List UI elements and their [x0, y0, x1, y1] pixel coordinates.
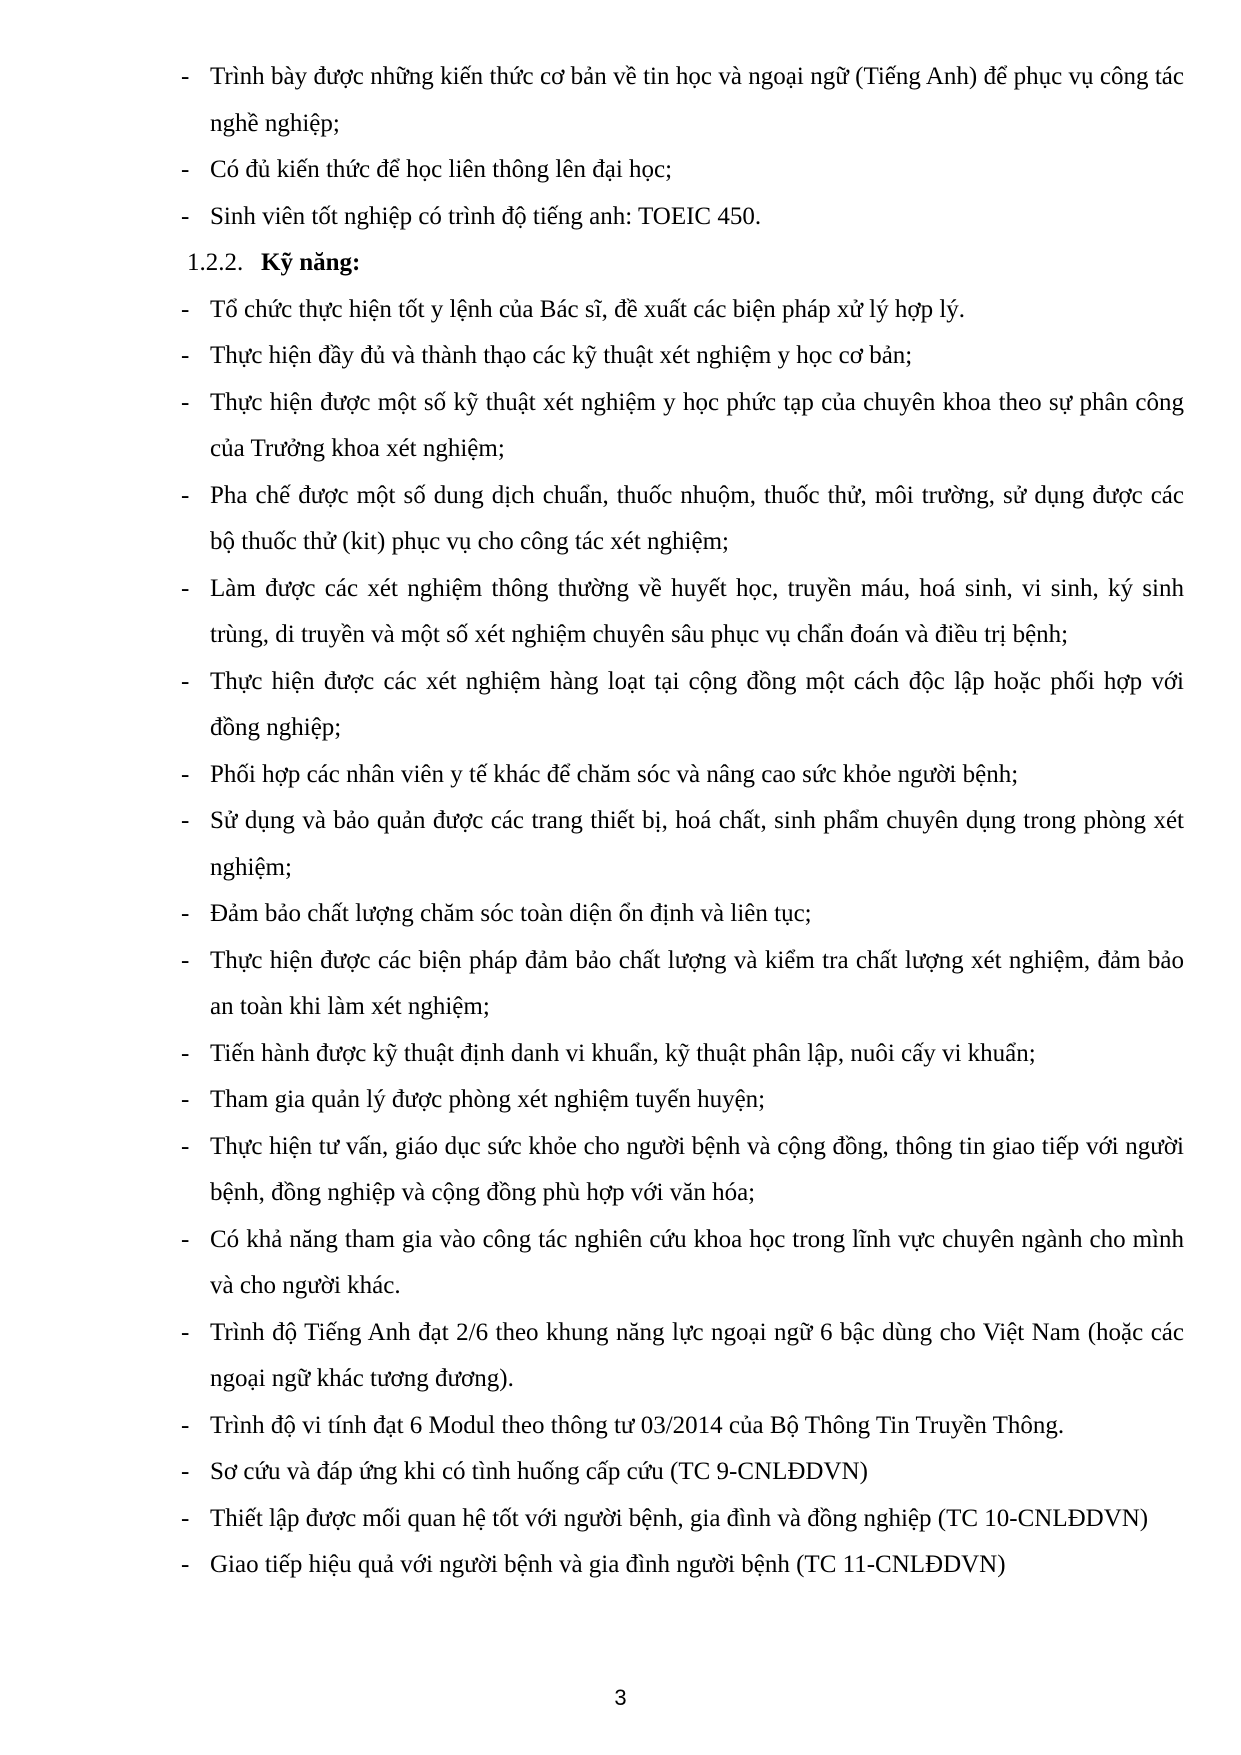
list-item-text: Thiết lập được mối quan hệ tốt với người bệnh, gia đình và đồng nghiệp (TC 10-CNLĐDVN): [210, 1504, 1149, 1532]
list-item: [181, 194, 1184, 241]
list-item: [181, 287, 1184, 334]
list-marker: -: [181, 807, 190, 834]
list-marker: -: [181, 63, 190, 90]
list-marker: -: [181, 1086, 190, 1113]
list-item-text: Phối hợp các nhân viên y tế khác để chăm sóc và nâng cao sức khỏe người bệnh;: [210, 760, 1019, 788]
list-item: [181, 1124, 1184, 1217]
list-item: [181, 1310, 1184, 1403]
list-marker: -: [181, 295, 190, 323]
list-marker: -: [181, 1551, 190, 1578]
list-marker: -: [181, 900, 190, 927]
list-item: [181, 1031, 1184, 1078]
list-marker: -: [181, 156, 190, 183]
list-item-text: Sinh viên tốt nghiệp có trình độ tiếng anh: TOEIC 450.: [210, 202, 762, 230]
list-marker: -: [181, 1318, 190, 1346]
section-heading: [181, 240, 1184, 287]
list-item-text: Sơ cứu và đáp ứng khi có tình huống cấp cứu (TC 9-CNLĐDVN): [210, 1458, 868, 1485]
list-item: [181, 891, 1184, 938]
list-item: [181, 1403, 1184, 1450]
list-marker: -: [181, 946, 190, 974]
list-item-text: Tham gia quản lý được phòng xét nghiệm tuyến huyện;: [210, 1086, 766, 1113]
list-marker: -: [181, 1039, 190, 1067]
section-number: 1.2.2.: [187, 249, 244, 276]
list-item-text: Tiến hành được kỹ thuật định danh vi khuẩn, kỹ thuật phân lập, nuôi cấy vi khuẩn;: [210, 1039, 1036, 1067]
list-item-text: Sử dụng và bảo quản được các trang thiết bị, hoá chất, sinh phẩm chuyên dụng trong phòng xét nghiệm;: [210, 807, 1184, 881]
list-marker: -: [181, 1225, 190, 1253]
list-item-text: Thực hiện tư vấn, giáo dục sức khỏe cho người bệnh và cộng đồng, thông tin giao tiếp với người bệnh, đồng nghiệp và cộng đồng phù hợp với văn hóa;: [210, 1132, 1184, 1206]
list-item: [181, 333, 1184, 380]
list-item: [181, 938, 1184, 1031]
list-item-text: Thực hiện được các xét nghiệm hàng loạt tại cộng đồng một cách độc lập hoặc phối hợp với đồng nghiệp;: [210, 667, 1184, 741]
list-item-text: Trình độ vi tính đạt 6 Modul theo thông tư 03/2014 của Bộ Thông Tin Truyền Thông.: [210, 1411, 1065, 1439]
list-item: [181, 566, 1184, 659]
list-item: [181, 1449, 1184, 1496]
list-item: [181, 752, 1184, 799]
list-item-text: Thực hiện được một số kỹ thuật xét nghiệm y học phức tạp của chuyên khoa theo sự phân công của Trưởng khoa xét nghiệm;: [210, 388, 1184, 462]
list-marker: -: [181, 481, 190, 509]
list-item: [181, 1496, 1184, 1543]
list-item-text: Giao tiếp hiệu quả với người bệnh và gia đình người bệnh (TC 11-CNLĐDVN): [210, 1551, 1006, 1578]
list-item-text: Trình bày được những kiến thức cơ bản về tin học và ngoại ngữ (Tiếng Anh) để phục vụ công tác nghề nghiệp;: [210, 63, 1184, 137]
list-item-text: Trình độ Tiếng Anh đạt 2/6 theo khung năng lực ngoại ngữ 6 bậc dùng cho Việt Nam (hoặc các ngoại ngữ khác tương đương).: [210, 1318, 1184, 1392]
list-item-text: Đảm bảo chất lượng chăm sóc toàn diện ổn định và liên tục;: [210, 900, 812, 927]
list-item-text: Có đủ kiến thức để học liên thông lên đại học;: [210, 156, 673, 183]
list-marker: -: [181, 667, 190, 695]
list-item-text: Làm được các xét nghiệm thông thường về huyết học, truyền máu, hoá sinh, vi sinh, ký sinh trùng, di truyền và một số xét nghiệm chuyên sâu phục vụ chẩn đoán và điều trị bệnh;: [210, 574, 1184, 648]
list-marker: -: [181, 388, 190, 416]
list-marker: -: [181, 1458, 190, 1485]
list-item-text: Có khả năng tham gia vào công tác nghiên cứu khoa học trong lĩnh vực chuyên ngành cho mình và cho người khác.: [210, 1225, 1184, 1299]
list-item: [181, 1542, 1184, 1589]
section-title: Kỹ năng:: [261, 249, 361, 276]
list-item: [181, 54, 1184, 147]
list-item: [181, 147, 1184, 194]
list-item: [181, 1217, 1184, 1310]
list-item: [181, 473, 1184, 566]
list-marker: -: [181, 1411, 190, 1439]
list-item-text: Thực hiện đầy đủ và thành thạo các kỹ thuật xét nghiệm y học cơ bản;: [210, 342, 913, 369]
list-marker: -: [181, 574, 190, 602]
list-item-text: Pha chế được một số dung dịch chuẩn, thuốc nhuộm, thuốc thử, môi trường, sử dụng được các bộ thuốc thử (kit) phục vụ cho công tác xét nghiệm;: [210, 481, 1184, 555]
list-item-text: Thực hiện được các biện pháp đảm bảo chất lượng và kiểm tra chất lượng xét nghiệm, đảm bảo an toàn khi làm xét nghiệm;: [210, 946, 1184, 1020]
list-marker: -: [181, 1504, 190, 1532]
list-marker: -: [181, 760, 190, 788]
list-item-text: Tổ chức thực hiện tốt y lệnh của Bác sĩ, đề xuất các biện pháp xử lý hợp lý.: [210, 295, 966, 323]
list-item: [181, 380, 1184, 473]
knowledge-list: [181, 54, 1184, 240]
list-marker: -: [181, 1132, 190, 1160]
list-marker: -: [181, 202, 190, 230]
list-item: [181, 798, 1184, 891]
list-item: [181, 1077, 1184, 1124]
list-item: [181, 659, 1184, 752]
skills-list: [181, 287, 1184, 1589]
page-number: 3: [614, 1685, 627, 1710]
list-marker: -: [181, 342, 190, 369]
page-content: [181, 54, 1184, 1589]
